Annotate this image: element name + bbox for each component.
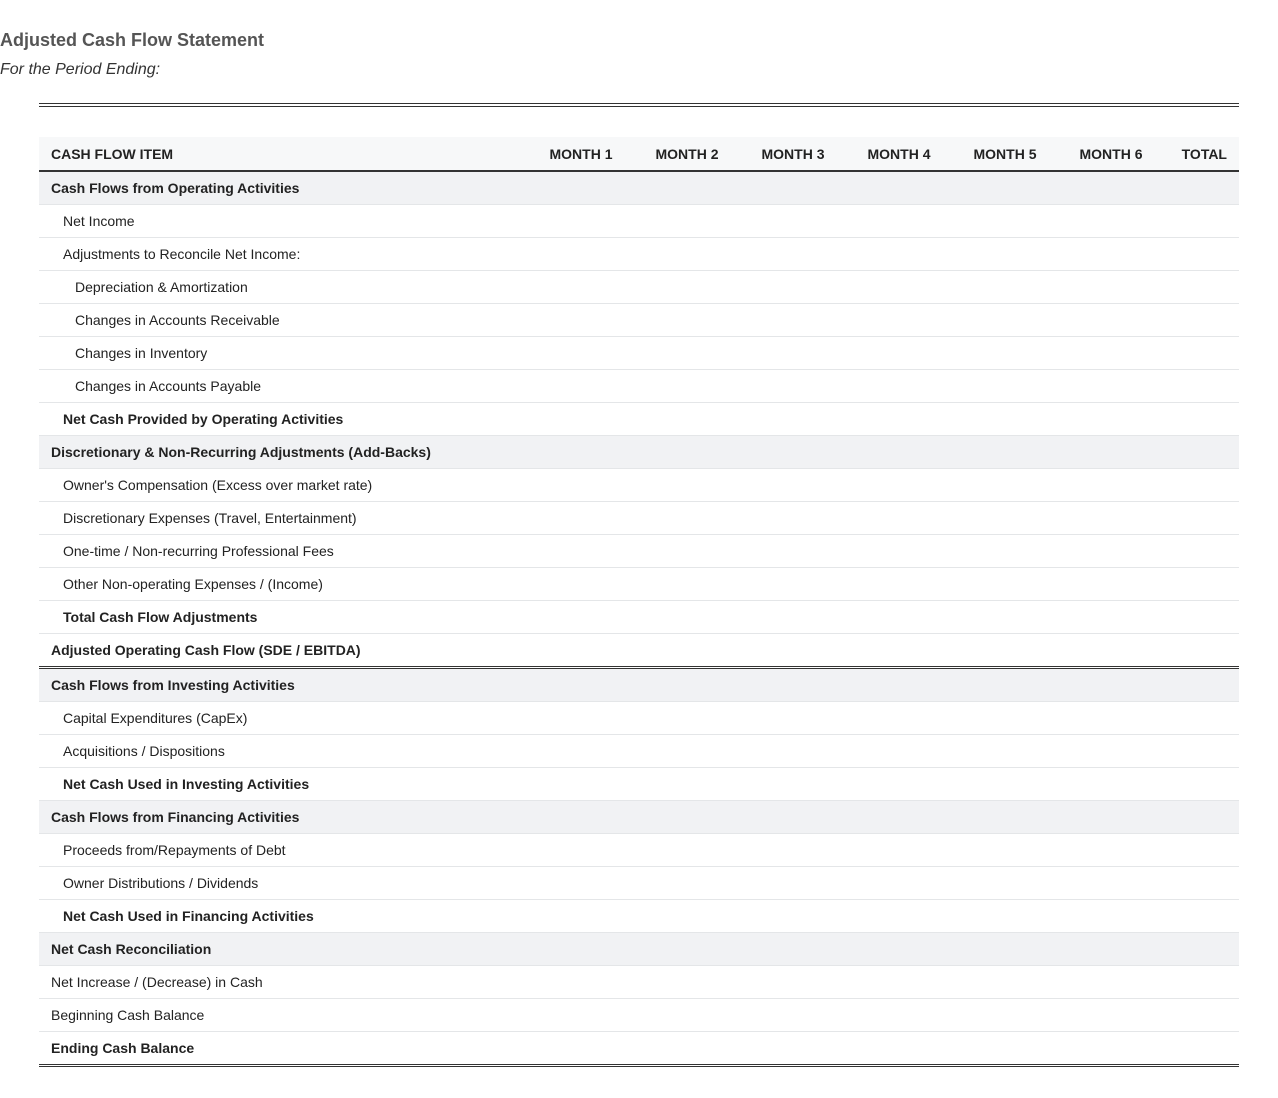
total-cell[interactable] xyxy=(1164,370,1239,403)
month-2-cell[interactable] xyxy=(634,238,740,271)
month-6-cell[interactable] xyxy=(1058,502,1164,535)
total-cell[interactable] xyxy=(1164,735,1239,768)
row-label: Adjusted Operating Cash Flow (SDE / EBITDA) xyxy=(39,634,528,668)
month-5-cell[interactable] xyxy=(952,900,1058,933)
row-label: Owner's Compensation (Excess over market rate) xyxy=(39,469,528,502)
table-body xyxy=(39,171,1239,1066)
month-6-cell[interactable] xyxy=(1058,1032,1164,1066)
month-6-cell[interactable] xyxy=(1058,634,1164,668)
column-header-month-1: MONTH 1 xyxy=(528,137,634,171)
month-6-cell[interactable] xyxy=(1058,205,1164,238)
month-3-cell[interactable] xyxy=(740,370,846,403)
month-1-cell[interactable] xyxy=(528,568,634,601)
month-4-cell[interactable] xyxy=(846,304,952,337)
total-cell[interactable] xyxy=(1164,568,1239,601)
month-3-cell[interactable] xyxy=(740,469,846,502)
month-5-cell[interactable] xyxy=(952,966,1058,999)
total-cell[interactable] xyxy=(1164,205,1239,238)
month-5-cell[interactable] xyxy=(952,535,1058,568)
month-1-cell[interactable] xyxy=(528,238,634,271)
table-row xyxy=(39,304,1239,337)
month-5-cell[interactable] xyxy=(952,403,1058,436)
month-1-cell[interactable] xyxy=(528,205,634,238)
month-1-cell[interactable] xyxy=(528,502,634,535)
total-cell[interactable] xyxy=(1164,668,1239,702)
month-2-cell[interactable] xyxy=(634,735,740,768)
month-1-cell[interactable] xyxy=(528,337,634,370)
month-6-cell[interactable] xyxy=(1058,867,1164,900)
month-6-cell[interactable] xyxy=(1058,337,1164,370)
month-3-cell[interactable] xyxy=(740,768,846,801)
month-3-cell[interactable] xyxy=(740,735,846,768)
table-header-row xyxy=(39,137,1239,171)
section-header-row xyxy=(39,668,1239,702)
row-label: Cash Flows from Operating Activities xyxy=(39,171,528,205)
month-4-cell[interactable] xyxy=(846,601,952,634)
table-row xyxy=(39,535,1239,568)
month-1-cell[interactable] xyxy=(528,834,634,867)
total-cell[interactable] xyxy=(1164,238,1239,271)
row-label: Other Non-operating Expenses / (Income) xyxy=(39,568,528,601)
total-cell[interactable] xyxy=(1164,502,1239,535)
month-4-cell[interactable] xyxy=(846,238,952,271)
statement-subtitle: For the Period Ending: xyxy=(0,61,161,78)
month-2-cell[interactable] xyxy=(634,1032,740,1066)
column-header-total: TOTAL xyxy=(1164,137,1239,171)
table-row xyxy=(39,834,1239,867)
month-4-cell[interactable] xyxy=(846,634,952,668)
month-6-cell[interactable] xyxy=(1058,768,1164,801)
column-header-item: CASH FLOW ITEM xyxy=(39,137,528,171)
month-3-cell[interactable] xyxy=(740,403,846,436)
month-2-cell[interactable] xyxy=(634,436,740,469)
column-header-month-2: MONTH 2 xyxy=(634,137,740,171)
month-2-cell[interactable] xyxy=(634,668,740,702)
month-6-cell[interactable] xyxy=(1058,834,1164,867)
row-label: Total Cash Flow Adjustments xyxy=(39,601,528,634)
month-3-cell[interactable] xyxy=(740,337,846,370)
row-label: Changes in Accounts Receivable xyxy=(39,304,528,337)
month-5-cell[interactable] xyxy=(952,867,1058,900)
month-4-cell[interactable] xyxy=(846,966,952,999)
month-6-cell[interactable] xyxy=(1058,403,1164,436)
row-label: Cash Flows from Financing Activities xyxy=(39,801,528,834)
month-6-cell[interactable] xyxy=(1058,601,1164,634)
month-5-cell[interactable] xyxy=(952,171,1058,205)
month-4-cell[interactable] xyxy=(846,999,952,1032)
month-1-cell[interactable] xyxy=(528,768,634,801)
subtotal-row xyxy=(39,601,1239,634)
total-cell[interactable] xyxy=(1164,337,1239,370)
month-4-cell[interactable] xyxy=(846,834,952,867)
month-3-cell[interactable] xyxy=(740,933,846,966)
section-header-row xyxy=(39,171,1239,205)
table-row xyxy=(39,702,1239,735)
total-cell[interactable] xyxy=(1164,768,1239,801)
total-cell[interactable] xyxy=(1164,801,1239,834)
grand-total-row xyxy=(39,1032,1239,1066)
month-2-cell[interactable] xyxy=(634,271,740,304)
month-1-cell[interactable] xyxy=(528,370,634,403)
row-label: Cash Flows from Investing Activities xyxy=(39,668,528,702)
total-cell[interactable] xyxy=(1164,271,1239,304)
month-2-cell[interactable] xyxy=(634,205,740,238)
month-6-cell[interactable] xyxy=(1058,999,1164,1032)
month-5-cell[interactable] xyxy=(952,337,1058,370)
month-4-cell[interactable] xyxy=(846,535,952,568)
section-header-row xyxy=(39,933,1239,966)
title-divider xyxy=(39,103,1239,107)
subtotal-row xyxy=(39,403,1239,436)
month-4-cell[interactable] xyxy=(846,867,952,900)
month-5-cell[interactable] xyxy=(952,668,1058,702)
month-1-cell[interactable] xyxy=(528,403,634,436)
row-label: Owner Distributions / Dividends xyxy=(39,867,528,900)
month-4-cell[interactable] xyxy=(846,171,952,205)
statement-title: Adjusted Cash Flow Statement xyxy=(0,30,265,50)
total-cell[interactable] xyxy=(1164,403,1239,436)
month-6-cell[interactable] xyxy=(1058,271,1164,304)
month-2-cell[interactable] xyxy=(634,370,740,403)
month-2-cell[interactable] xyxy=(634,634,740,668)
subtotal-row xyxy=(39,900,1239,933)
total-cell[interactable] xyxy=(1164,999,1239,1032)
total-cell[interactable] xyxy=(1164,171,1239,205)
total-cell[interactable] xyxy=(1164,900,1239,933)
row-label: Net Cash Used in Financing Activities xyxy=(39,900,528,933)
row-label: Net Cash Provided by Operating Activities xyxy=(39,403,528,436)
row-label: Ending Cash Balance xyxy=(39,1032,528,1066)
month-4-cell[interactable] xyxy=(846,1032,952,1066)
month-4-cell[interactable] xyxy=(846,436,952,469)
month-2-cell[interactable] xyxy=(634,702,740,735)
month-3-cell[interactable] xyxy=(740,867,846,900)
month-3-cell[interactable] xyxy=(740,1032,846,1066)
month-1-cell[interactable] xyxy=(528,634,634,668)
month-4-cell[interactable] xyxy=(846,702,952,735)
month-1-cell[interactable] xyxy=(528,535,634,568)
total-cell[interactable] xyxy=(1164,469,1239,502)
month-5-cell[interactable] xyxy=(952,999,1058,1032)
month-4-cell[interactable] xyxy=(846,668,952,702)
total-cell[interactable] xyxy=(1164,634,1239,668)
month-3-cell[interactable] xyxy=(740,634,846,668)
row-label: Discretionary Expenses (Travel, Entertainment) xyxy=(39,502,528,535)
month-2-cell[interactable] xyxy=(634,966,740,999)
table-row xyxy=(39,735,1239,768)
month-6-cell[interactable] xyxy=(1058,933,1164,966)
month-3-cell[interactable] xyxy=(740,205,846,238)
month-4-cell[interactable] xyxy=(846,370,952,403)
row-label: Acquisitions / Dispositions xyxy=(39,735,528,768)
month-2-cell[interactable] xyxy=(634,801,740,834)
month-1-cell[interactable] xyxy=(528,933,634,966)
month-4-cell[interactable] xyxy=(846,568,952,601)
row-label: Depreciation & Amortization xyxy=(39,271,528,304)
month-4-cell[interactable] xyxy=(846,337,952,370)
month-2-cell[interactable] xyxy=(634,171,740,205)
month-1-cell[interactable] xyxy=(528,469,634,502)
row-label: Capital Expenditures (CapEx) xyxy=(39,702,528,735)
month-1-cell[interactable] xyxy=(528,1032,634,1066)
month-5-cell[interactable] xyxy=(952,601,1058,634)
month-5-cell[interactable] xyxy=(952,205,1058,238)
month-1-cell[interactable] xyxy=(528,735,634,768)
row-label: Beginning Cash Balance xyxy=(39,999,528,1032)
month-1-cell[interactable] xyxy=(528,436,634,469)
month-1-cell[interactable] xyxy=(528,900,634,933)
month-2-cell[interactable] xyxy=(634,568,740,601)
month-5-cell[interactable] xyxy=(952,702,1058,735)
month-3-cell[interactable] xyxy=(740,900,846,933)
total-cell[interactable] xyxy=(1164,304,1239,337)
total-cell[interactable] xyxy=(1164,834,1239,867)
month-2-cell[interactable] xyxy=(634,768,740,801)
month-2-cell[interactable] xyxy=(634,867,740,900)
month-4-cell[interactable] xyxy=(846,900,952,933)
total-cell[interactable] xyxy=(1164,1032,1239,1066)
month-5-cell[interactable] xyxy=(952,271,1058,304)
month-3-cell[interactable] xyxy=(740,535,846,568)
month-4-cell[interactable] xyxy=(846,271,952,304)
month-1-cell[interactable] xyxy=(528,702,634,735)
month-3-cell[interactable] xyxy=(740,436,846,469)
row-label: One-time / Non-recurring Professional Fees xyxy=(39,535,528,568)
total-cell[interactable] xyxy=(1164,436,1239,469)
month-6-cell[interactable] xyxy=(1058,900,1164,933)
subtotal-row xyxy=(39,768,1239,801)
month-4-cell[interactable] xyxy=(846,205,952,238)
month-5-cell[interactable] xyxy=(952,238,1058,271)
month-3-cell[interactable] xyxy=(740,502,846,535)
total-cell[interactable] xyxy=(1164,933,1239,966)
table-row xyxy=(39,271,1239,304)
row-label: Changes in Inventory xyxy=(39,337,528,370)
row-label: Adjustments to Reconcile Net Income: xyxy=(39,238,528,271)
row-label: Discretionary & Non-Recurring Adjustments (Add-Backs) xyxy=(39,436,528,469)
month-5-cell[interactable] xyxy=(952,768,1058,801)
month-6-cell[interactable] xyxy=(1058,436,1164,469)
month-3-cell[interactable] xyxy=(740,966,846,999)
month-4-cell[interactable] xyxy=(846,469,952,502)
table-row xyxy=(39,205,1239,238)
month-5-cell[interactable] xyxy=(952,568,1058,601)
month-3-cell[interactable] xyxy=(740,601,846,634)
month-5-cell[interactable] xyxy=(952,502,1058,535)
row-label: Proceeds from/Repayments of Debt xyxy=(39,834,528,867)
month-3-cell[interactable] xyxy=(740,568,846,601)
month-6-cell[interactable] xyxy=(1058,238,1164,271)
month-5-cell[interactable] xyxy=(952,933,1058,966)
month-5-cell[interactable] xyxy=(952,735,1058,768)
total-cell[interactable] xyxy=(1164,535,1239,568)
month-2-cell[interactable] xyxy=(634,601,740,634)
month-4-cell[interactable] xyxy=(846,768,952,801)
column-header-month-4: MONTH 4 xyxy=(846,137,952,171)
table-row xyxy=(39,502,1239,535)
month-6-cell[interactable] xyxy=(1058,568,1164,601)
column-header-month-6: MONTH 6 xyxy=(1058,137,1164,171)
month-1-cell[interactable] xyxy=(528,668,634,702)
month-4-cell[interactable] xyxy=(846,801,952,834)
month-1-cell[interactable] xyxy=(528,867,634,900)
month-2-cell[interactable] xyxy=(634,304,740,337)
month-6-cell[interactable] xyxy=(1058,668,1164,702)
table-row xyxy=(39,469,1239,502)
month-6-cell[interactable] xyxy=(1058,304,1164,337)
month-5-cell[interactable] xyxy=(952,1032,1058,1066)
month-6-cell[interactable] xyxy=(1058,702,1164,735)
month-3-cell[interactable] xyxy=(740,171,846,205)
month-1-cell[interactable] xyxy=(528,601,634,634)
month-1-cell[interactable] xyxy=(528,271,634,304)
month-2-cell[interactable] xyxy=(634,535,740,568)
grand-total-row xyxy=(39,634,1239,668)
total-cell[interactable] xyxy=(1164,702,1239,735)
month-6-cell[interactable] xyxy=(1058,801,1164,834)
month-6-cell[interactable] xyxy=(1058,370,1164,403)
row-label: Net Increase / (Decrease) in Cash xyxy=(39,966,528,999)
month-5-cell[interactable] xyxy=(952,469,1058,502)
month-4-cell[interactable] xyxy=(846,403,952,436)
table-row xyxy=(39,370,1239,403)
row-label: Net Cash Reconciliation xyxy=(39,933,528,966)
table-row xyxy=(39,337,1239,370)
table-row xyxy=(39,238,1239,271)
table-row xyxy=(39,867,1239,900)
month-3-cell[interactable] xyxy=(740,304,846,337)
month-2-cell[interactable] xyxy=(634,337,740,370)
month-4-cell[interactable] xyxy=(846,933,952,966)
month-6-cell[interactable] xyxy=(1058,469,1164,502)
month-1-cell[interactable] xyxy=(528,966,634,999)
table-row xyxy=(39,966,1239,999)
row-label: Net Income xyxy=(39,205,528,238)
month-6-cell[interactable] xyxy=(1058,966,1164,999)
month-3-cell[interactable] xyxy=(740,702,846,735)
month-3-cell[interactable] xyxy=(740,271,846,304)
total-cell[interactable] xyxy=(1164,966,1239,999)
total-cell[interactable] xyxy=(1164,601,1239,634)
month-5-cell[interactable] xyxy=(952,834,1058,867)
month-2-cell[interactable] xyxy=(634,469,740,502)
row-label: Net Cash Used in Investing Activities xyxy=(39,768,528,801)
month-2-cell[interactable] xyxy=(634,900,740,933)
month-5-cell[interactable] xyxy=(952,304,1058,337)
month-3-cell[interactable] xyxy=(740,999,846,1032)
section-header-row xyxy=(39,801,1239,834)
month-4-cell[interactable] xyxy=(846,735,952,768)
section-header-row xyxy=(39,436,1239,469)
month-2-cell[interactable] xyxy=(634,933,740,966)
month-4-cell[interactable] xyxy=(846,502,952,535)
month-5-cell[interactable] xyxy=(952,370,1058,403)
month-5-cell[interactable] xyxy=(952,436,1058,469)
month-2-cell[interactable] xyxy=(634,403,740,436)
table-row xyxy=(39,999,1239,1032)
month-6-cell[interactable] xyxy=(1058,535,1164,568)
month-1-cell[interactable] xyxy=(528,801,634,834)
month-2-cell[interactable] xyxy=(634,502,740,535)
month-2-cell[interactable] xyxy=(634,999,740,1032)
month-1-cell[interactable] xyxy=(528,999,634,1032)
month-3-cell[interactable] xyxy=(740,668,846,702)
month-3-cell[interactable] xyxy=(740,801,846,834)
month-5-cell[interactable] xyxy=(952,634,1058,668)
column-header-month-3: MONTH 3 xyxy=(740,137,846,171)
month-6-cell[interactable] xyxy=(1058,735,1164,768)
table-row xyxy=(39,568,1239,601)
column-header-month-5: MONTH 5 xyxy=(952,137,1058,171)
month-2-cell[interactable] xyxy=(634,834,740,867)
month-3-cell[interactable] xyxy=(740,834,846,867)
total-cell[interactable] xyxy=(1164,867,1239,900)
month-5-cell[interactable] xyxy=(952,801,1058,834)
cash-flow-table xyxy=(39,137,1239,1067)
month-3-cell[interactable] xyxy=(740,238,846,271)
row-label: Changes in Accounts Payable xyxy=(39,370,528,403)
month-1-cell[interactable] xyxy=(528,171,634,205)
month-6-cell[interactable] xyxy=(1058,171,1164,205)
month-1-cell[interactable] xyxy=(528,304,634,337)
